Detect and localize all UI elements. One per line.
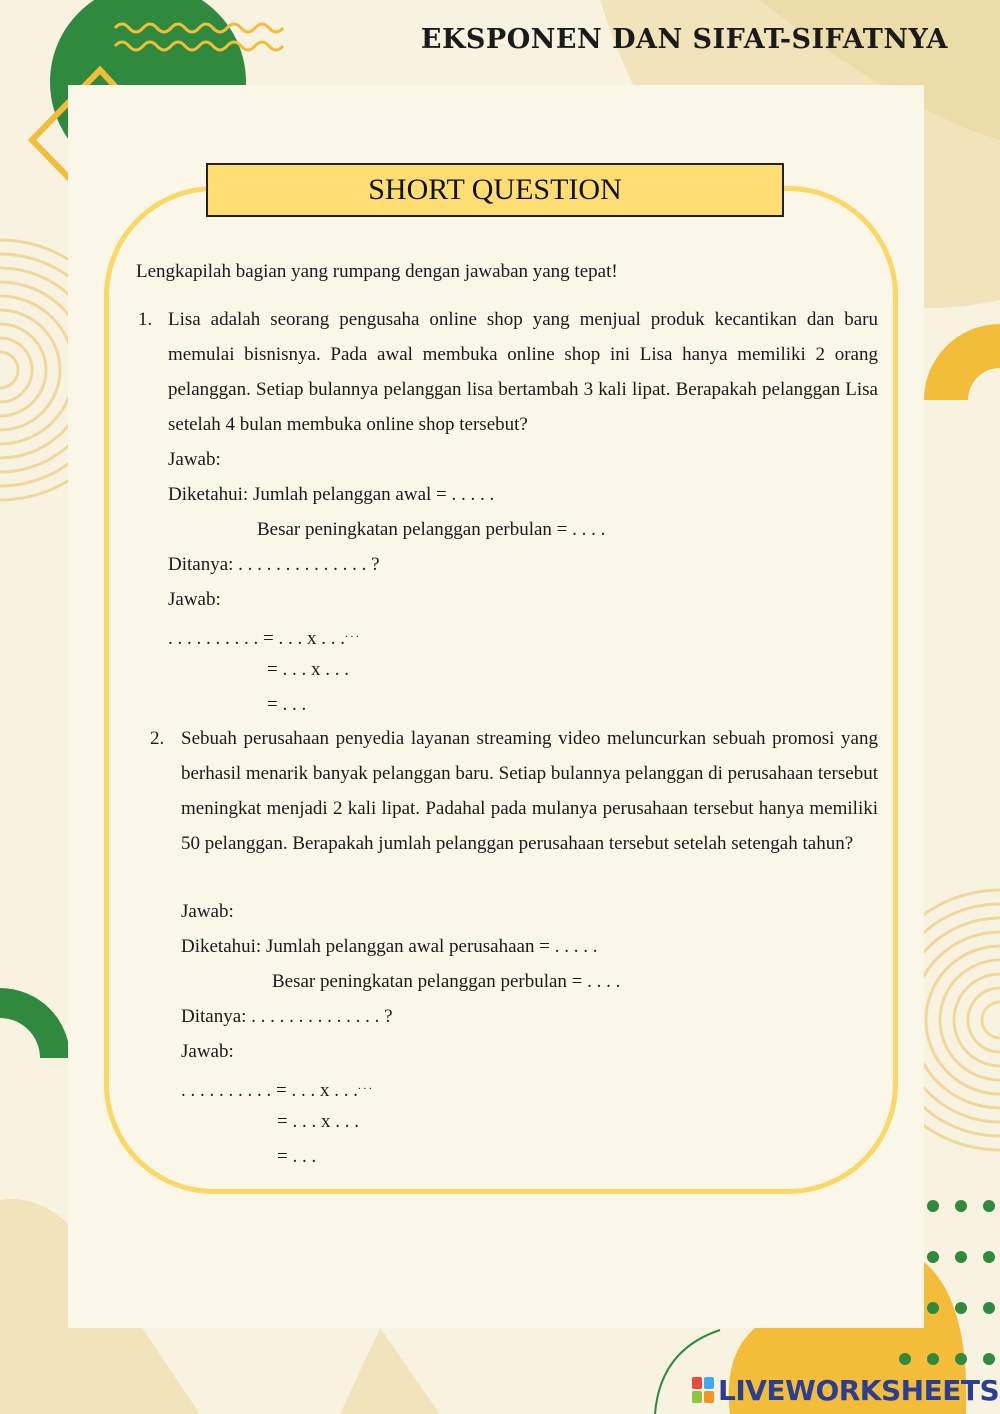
page-title: EKSPONEN DAN SIFAT-SIFATNYA [420, 24, 948, 55]
question-1-step-1-exponent: . . . [344, 628, 359, 640]
question-1-step-1 [168, 617, 359, 656]
question-2-step-3: = . . . [277, 1146, 317, 1167]
instruction-text: Lengkapilah bagian yang rumpang dengan jawaban yang tepat! [136, 261, 618, 282]
question-1-number: 1. [138, 309, 153, 330]
question-2-ditanya: Ditanya: . . . . . . . . . . . . . . ? [181, 1006, 393, 1027]
question-2-jawab-label: Jawab: [181, 901, 234, 922]
question-2-step-1-exponent: . . . [357, 1080, 372, 1092]
question-2-number: 2. [150, 728, 165, 749]
question-2-step-1-base: . . . . . . . . . . = . . . x . . . [181, 1080, 358, 1101]
question-1-jawab-label-2: Jawab: [168, 589, 221, 610]
question-1-diketahui: Diketahui: Jumlah pelanggan awal = . . . . . [168, 484, 495, 505]
question-1-besar-peningkatan: Besar peningkatan pelanggan perbulan = . . . . [257, 519, 606, 540]
question-1-jawab-label: Jawab: [168, 449, 221, 470]
question-2-step-1 [181, 1069, 372, 1108]
liveworksheets-logo-icon [692, 1377, 714, 1403]
question-1-text: Lisa adalah seorang pengusaha online shop yang menjual produk kecantikan dan baru memulai bisnisnya. Pada awal membuka online shop ini Lisa hanya memiliki 2 orang pelanggan. Setiap bulannya pelanggan lisa bertambah 3 kali lipat. Berapakah pelanggan Lisa setelah 4 bulan membuka online shop tersebut? [168, 309, 878, 435]
question-2-text: Sebuah perusahaan penyedia layanan streaming video meluncurkan sebuah promosi yang berhasil menarik banyak pelanggan baru. Setiap bulannya pelanggan di perusahaan tersebut meningkat menjadi 2 kali lipat. Padahal pada mulanya perusahaan tersebut hanya memiliki 50 pelanggan. Berapakah jumlah pelanggan perusahaan tersebut setelah setengah tahun? [181, 728, 878, 854]
question-2-besar-peningkatan: Besar peningkatan pelanggan perbulan = . . . . [272, 971, 621, 992]
question-1-step-2: = . . . x . . . [267, 659, 349, 680]
section-header: SHORT QUESTION [206, 163, 784, 217]
liveworksheets-logo[interactable] [692, 1372, 999, 1408]
question-1-step-1-base: . . . . . . . . . . = . . . x . . . [168, 628, 345, 649]
question-1-step-3: = . . . [267, 694, 307, 715]
question-2-jawab-label-2: Jawab: [181, 1041, 234, 1062]
question-1-ditanya: Ditanya: . . . . . . . . . . . . . . ? [168, 554, 380, 575]
question-2-step-2: = . . . x . . . [277, 1111, 359, 1132]
liveworksheets-logo-text: LIVEWORKSHEETS [718, 1373, 1000, 1407]
question-2-diketahui: Diketahui: Jumlah pelanggan awal perusahaan = . . . . . [181, 936, 598, 957]
